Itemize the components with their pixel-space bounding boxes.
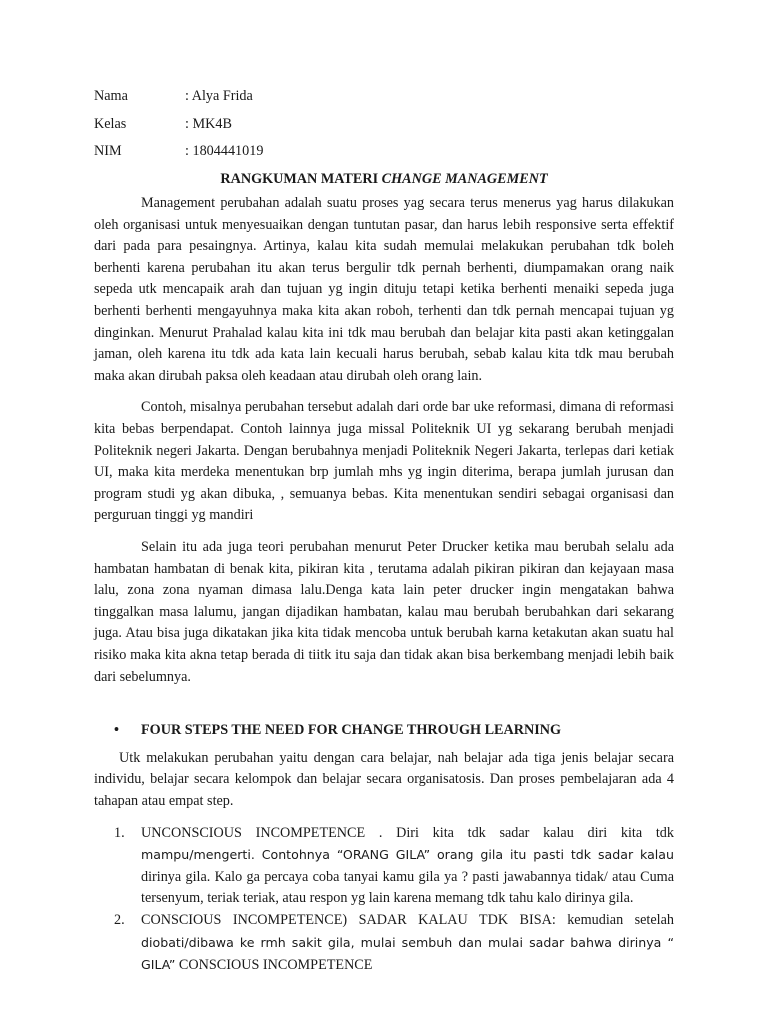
- list-item-text-c: CONSCIOUS INCOMPETENCE: [175, 957, 373, 974]
- list-item-text-a: UNCONSCIOUS INCOMPETENCE . Diri kita tdk sadar kalau diri kita tdk: [141, 824, 674, 841]
- list-number: 1.: [114, 824, 125, 841]
- paragraph: Contoh, misalnya perubahan tersebut adalah dari orde bar uke reformasi, dimana di reformasi kita bebas berpendapat. Contoh lainnya juga missal Politeknik UI yg sekarang berubah menjadi Politeknik negeri Jakarta. Dengan berubahnya menjadi Politeknik Negeri Jakarta, terlepas dari ketiak UI, maka kita merdeka menentukan brp jumlah mhs yg ingin diterima, berapa jumlah jurusan dan program studi yg akan dibuka, , semuanya bebas. Kita menentukan sendiri sebagai organisasi dan perguruan tinggi yg mandiri: [94, 399, 674, 524]
- info-label: Kelas: [94, 115, 127, 132]
- section-intro: Utk melakukan perubahan yaitu dengan cara belajar, nah belajar ada tiga jenis belajar secara individu, belajar secara kelompok dan belajar secara organisatosis. Dan proses pembelajaran ada 4 tahapan atau empat step.: [94, 749, 674, 809]
- list-item-text-b: mampu/mengerti. Contohnya “ORANG GILA” orang gila itu pasti tdk sadar kalau: [141, 847, 674, 863]
- section-heading: [94, 720, 674, 742]
- info-value: : 1804441019: [185, 143, 264, 159]
- list-number: 2.: [114, 911, 125, 928]
- list-item: [94, 910, 674, 977]
- info-row-nama: [94, 86, 674, 114]
- list-item-text-b: diobati/dibawa ke rmh sakit gila, mulai sembuh dan mulai sadar bahwa dirinya “ GILA”: [141, 934, 674, 973]
- steps-list: [94, 823, 674, 977]
- bullet-icon: •: [114, 722, 119, 739]
- info-label: Nama: [94, 88, 128, 104]
- list-item-text-a: CONSCIOUS INCOMPETENCE) SADAR KALAU TDK BISA: kemudian setelah: [141, 911, 674, 928]
- list-item-text: [141, 910, 674, 977]
- info-label: NIM: [94, 143, 122, 159]
- document-title: [94, 169, 674, 191]
- info-row-nim: [94, 141, 674, 169]
- title-prefix: RANGKUMAN MATERI: [220, 170, 382, 187]
- spacer: [94, 698, 674, 720]
- info-value: : Alya Frida: [185, 88, 253, 104]
- list-item-text-c: dirinya gila. Kalo ga percaya coba tanyai kamu gila ya ? pasti jawabannya tidak/ atau Cuma tersenyum, teriak teriak, atau respon yg lain karena memang tdk tahu kalo dirinya gila.: [141, 868, 674, 907]
- list-item-text: [141, 823, 674, 910]
- paragraph: Management perubahan adalah suatu proses yag secara terus menerus yag harus dilakukan oleh organisasi untuk menyesuaikan dengan tuntutan pasar, dan harus lebih responsive serta effektif dari pada para pesaingnya. Artinya, kalau kita sudah memulai melakukan perubahan tdk boleh berhenti karena perubahan itu akan terus bergulir tdk pernah berhenti, diumpamakan orang naik sepeda utk mencapaik arah dan tujuan yg ingin dituju tetapi ketika berhenti menaiki sepeda juga berhenti berhenti mengayuhnya maka kita akan roboh, terhenti dan tdk pernah mencapai tujuan yg dinginkan. Menurut Prahalad kalau kita ini tdk mau berubah dan belajar kita pasti akan ketinggalan jaman, oleh karena itu tdk ada kata lain kecuali harus berubah, sebab kalau kita tdk mau berubah maka akan dirubah paksa oleh keadaan atau dirubah oleh orang lain.: [94, 195, 674, 384]
- info-row-kelas: [94, 114, 674, 142]
- section-heading-text: FOUR STEPS THE NEED FOR CHANGE THROUGH LEARNING: [141, 722, 562, 739]
- title-italic: CHANGE MANAGEMENT: [381, 170, 548, 187]
- info-value: : MK4B: [185, 115, 232, 132]
- list-item: [94, 823, 674, 910]
- paragraph: Selain itu ada juga teori perubahan menurut Peter Drucker ketika mau berubah selalu ada hambatan hambatan di benak kita, pikiran kita , terutama adalah pikiran pikiran dan kejayaan masa lalu, zona zona nyaman dimasa lalu.Denga kata lain peter drucker ingin mengatakan bahwa tinggalkan masa lalumu, jangan dijadikan hambatan, kalau mau berubah berubahkan dari sekarang juga. Atau bisa juga dikatakan jika kita tidak mencoba untuk berubah karna ketakutan akan suatu hal risiko maka kita akna tetap berada di tiitk itu saja dan tidak akan bisa berkembang menjadi lebih baik dari sebelumnya.: [94, 539, 674, 685]
